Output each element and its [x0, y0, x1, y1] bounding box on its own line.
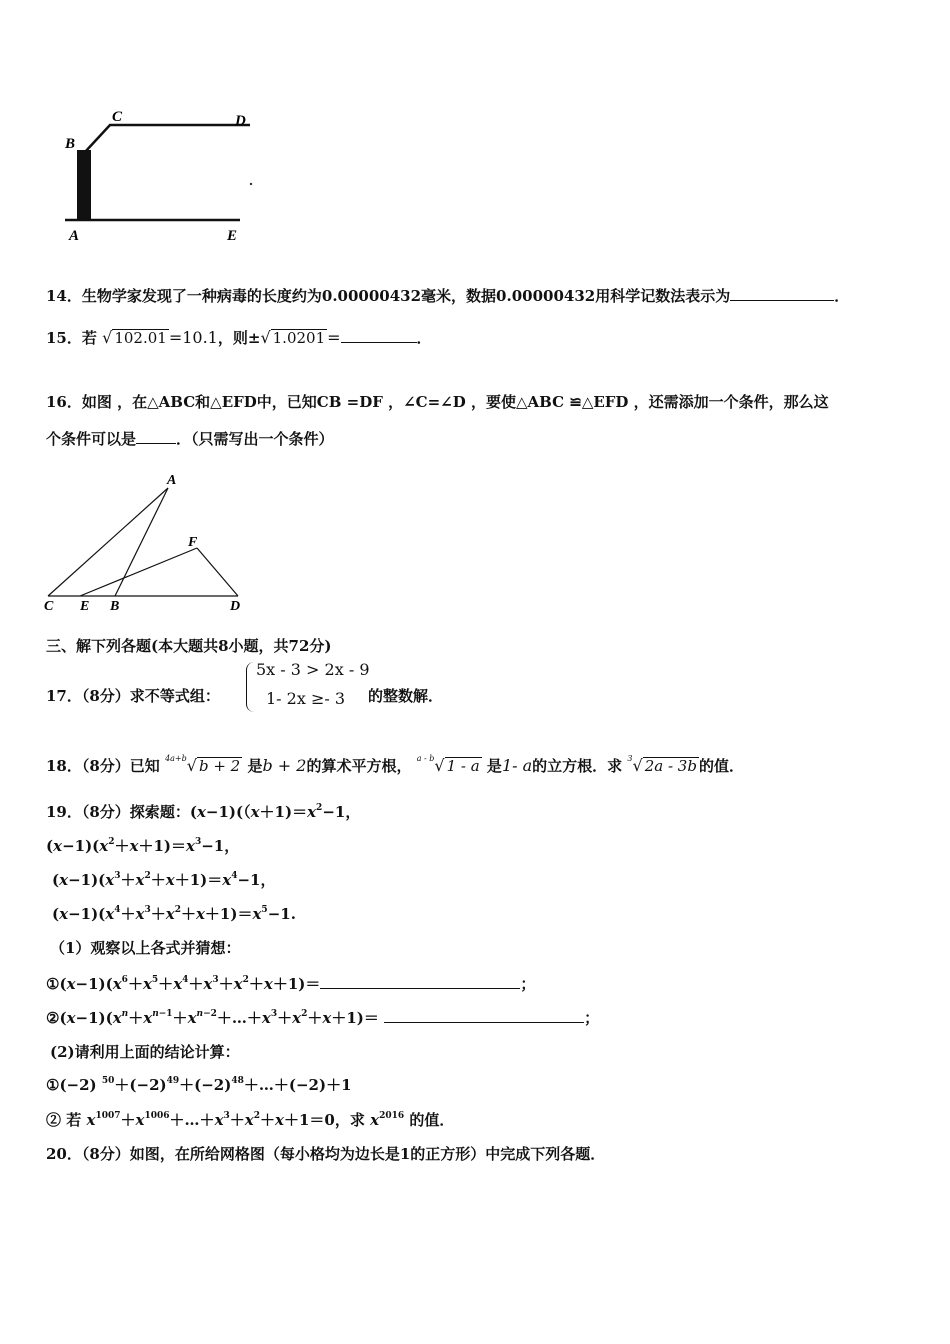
label-e: E — [227, 228, 238, 244]
ruo: 若 — [66, 1111, 82, 1129]
q16-text-line2b: ．（只需写出一个条件） — [176, 430, 334, 448]
section-3-heading: 三、解下列各题(本大题共8小题，共72分) — [46, 637, 332, 655]
q14-text: 生物学家发现了一种病毒的长度约为0.00000432毫米，数据0.00000432用科学记数法表示为 — [81, 287, 731, 305]
inequality-2: 1- 2x ≥- 3 — [266, 689, 346, 708]
q19-part2-item1: ①(−2) $^{50}+(-2)^{49}+(-2)^{48}+\dots+(-2)+1$ — [46, 1076, 352, 1094]
line-bcd — [85, 125, 250, 152]
q18-number: 18． — [46, 757, 82, 775]
q19-number: 19． — [46, 803, 82, 821]
q18-index-2: a - b — [416, 754, 435, 763]
question-14 — [46, 286, 849, 306]
q18-t1: 是 — [247, 757, 263, 775]
sqrt-sign-2: √ — [260, 328, 271, 347]
q16-answer-blank[interactable] — [136, 429, 176, 444]
q15-end: ． — [416, 329, 432, 347]
side-fd — [197, 548, 238, 596]
inequality-1: 5x - 3 > 2x - 9 — [256, 660, 370, 679]
q19-part2-heading: (2)请利用上面的结论计算： — [50, 1043, 240, 1061]
label-d: D — [235, 113, 246, 129]
q17-post: 的整数解． — [368, 687, 444, 705]
root-sign-3: √ — [632, 756, 643, 775]
q18-index-3: 3 — [627, 754, 633, 763]
dot-mark — [250, 183, 252, 185]
q18-expr-1: b + 2 — [262, 756, 307, 775]
side-ca — [48, 488, 168, 596]
circle-1b: ① — [46, 1076, 60, 1094]
q18-t4: 的立方根．求 — [532, 757, 623, 775]
system-brace — [246, 662, 255, 712]
q18-radicand-1: b + 2 — [198, 757, 241, 775]
question-17 — [46, 686, 220, 706]
q14-answer-blank[interactable] — [730, 286, 834, 301]
label-c: C — [44, 599, 54, 614]
label-b: B — [110, 599, 120, 614]
circle-1: ① — [46, 975, 60, 993]
q19-blank-1[interactable] — [320, 974, 520, 989]
q18-t5: 的值． — [698, 757, 744, 775]
pole-ab — [77, 150, 91, 220]
q19-part2-item2: ② 若 $x^{1007}+x^{1006}+\dots+x^3+x^2+x+1=0$，求 $x^{2016}$ 的值． — [46, 1111, 455, 1129]
q19-equation-2: $(x-1)(x^3+x^2+x+1)=x^4-1$， — [52, 871, 276, 889]
q18-t3: 是 — [486, 757, 502, 775]
circle-2: ② — [46, 1009, 60, 1027]
label-f: F — [188, 535, 198, 550]
question-16-line2 — [46, 429, 334, 449]
question-18 — [46, 756, 744, 776]
dezhi: 的值． — [409, 1111, 455, 1129]
q19-equation-1: $(x-1)(x^2+x+1)=x^3-1$， — [46, 837, 240, 855]
q17-pre: （8分）求不等式组： — [81, 687, 220, 705]
side-ef — [80, 548, 197, 596]
label-c: C — [112, 109, 123, 125]
circle-2b: ② — [46, 1111, 62, 1129]
q14-end: ． — [834, 287, 850, 305]
label-b: B — [65, 136, 76, 152]
q15-radicand-2: 1.0201 — [272, 329, 326, 347]
label-e: E — [80, 599, 90, 614]
q15-radicand-1: 102.01 — [114, 329, 167, 347]
q15-number: 15． — [46, 329, 82, 347]
q16-text-line1: 如图 ，在△ABC和△EFD中，已知CB =DF ，∠C=∠D ，要使△ABC ≌△EFD ，还需添加一个条件，那么这 — [81, 393, 829, 411]
question-20 — [46, 1144, 605, 1164]
q18-t2: 的算术平方根， — [306, 757, 412, 775]
q18-expr-2: 1- a — [501, 756, 533, 775]
q19-blank-2[interactable] — [384, 1008, 584, 1023]
figure-q13 — [55, 100, 270, 245]
root-sign-1: √ — [186, 756, 197, 775]
q15-post: = — [327, 328, 341, 347]
q16-number: 16． — [46, 393, 82, 411]
q17-number: 17． — [46, 687, 82, 705]
question-19 — [46, 802, 360, 822]
question-16-line1 — [46, 392, 829, 412]
q19-part1-heading: （1）观察以上各式并猜想： — [50, 939, 241, 957]
q20-text: （8分）如图，在所给网格图（每小格均为边长是1的正方形）中完成下列各题． — [81, 1145, 606, 1163]
q19-eq0: $(x-1)((x+1)=x^2-1$， — [189, 803, 361, 821]
root-sign-2: √ — [434, 756, 445, 775]
sqrt-sign-1: √ — [102, 328, 113, 347]
side-ab — [115, 488, 168, 596]
inequality-system — [246, 660, 370, 716]
q15-eq: =10.1 — [168, 328, 218, 347]
q16-text-line2a: 个条件可以是 — [46, 430, 137, 448]
q19-equation-3: $(x-1)(x^4+x^3+x^2+x+1)=x^5-1$. — [52, 905, 296, 923]
label-a: A — [167, 473, 177, 488]
label-a: A — [69, 228, 80, 244]
q15-pre: 若 — [81, 329, 97, 347]
q20-number: 20． — [46, 1145, 82, 1163]
q14-number: 14． — [46, 287, 82, 305]
q15-mid: ，则± — [217, 329, 261, 347]
question-15 — [46, 328, 432, 348]
qiu: ，求 — [334, 1111, 365, 1129]
q18-pre: （8分）已知 — [81, 757, 160, 775]
q19-part1-item2: $②(x-1)(x^n+x^{n-1}+x^{n-2}+\dots+x^3+x^2+x+1)=$ ； — [46, 1009, 600, 1027]
q18-radicand-3: 2a - 3b — [644, 757, 697, 775]
q15-answer-blank[interactable] — [341, 328, 417, 343]
q18-index-1: 4a+b — [165, 754, 187, 763]
q18-radicand-2: 1 - a — [446, 757, 480, 775]
label-d: D — [230, 599, 241, 614]
q19-intro: （8分）探索题： — [81, 803, 190, 821]
figure-q16 — [40, 470, 255, 615]
q19-part1-item1: $①(x-1)(x^6+x^5+x^4+x^3+x^2+x+1)=$ ； — [46, 975, 536, 993]
